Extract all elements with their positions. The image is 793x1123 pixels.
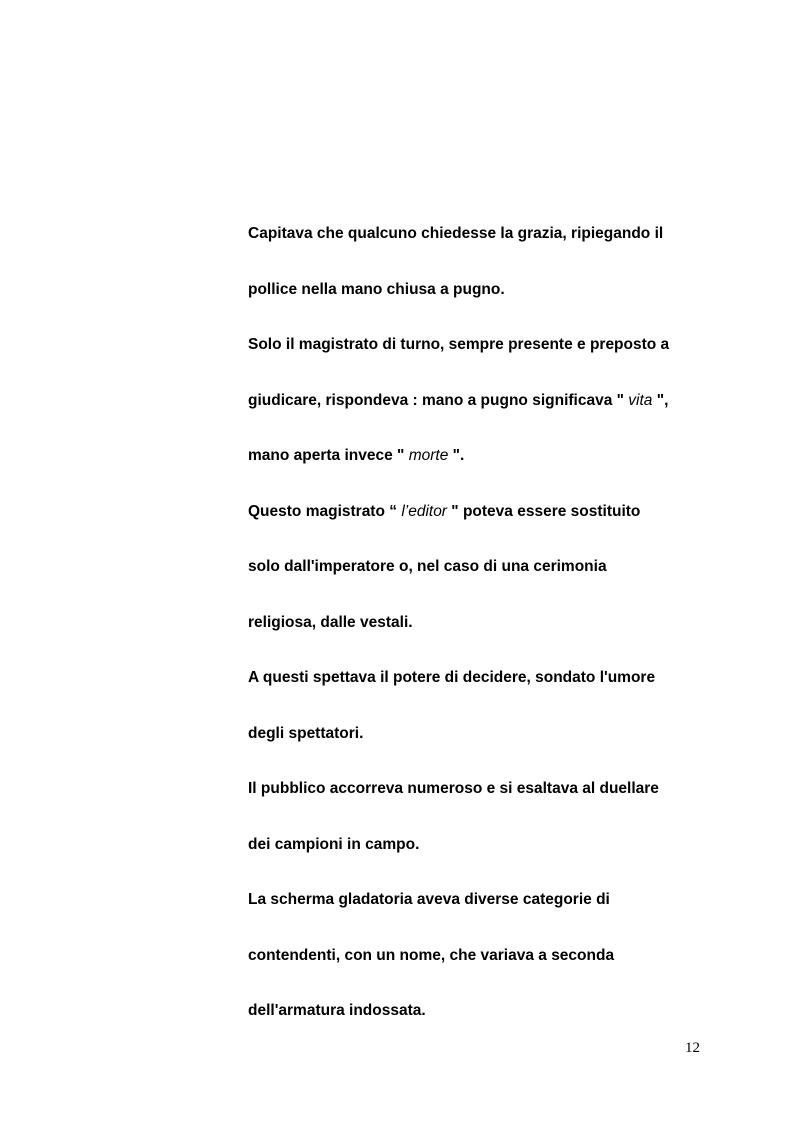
text-segment: ", (652, 391, 669, 409)
text-segment: " poteva essere sostituito (446, 502, 641, 520)
text-line-content: religiosa, dalle vestali. (248, 613, 413, 631)
text-line (248, 278, 692, 334)
text-segment: ". (448, 447, 465, 464)
text-line-content: A questi spettava il potere di decidere, sondato l'umore (248, 669, 656, 686)
text-line (248, 389, 692, 445)
text-line-content: dell'armatura indossata. (248, 1002, 426, 1019)
text-line (248, 611, 692, 667)
text-segment: giudicare, rispondeva : mano a pugno significava " (248, 391, 629, 409)
text-line (248, 666, 692, 722)
text-line (248, 777, 692, 833)
text-line-content: pollice nella mano chiusa a pugno. (248, 280, 505, 298)
text-segment: mano aperta invece " (248, 447, 409, 464)
text-line (248, 222, 692, 278)
text-line (248, 888, 692, 944)
text-line (248, 944, 692, 1000)
page-number: 12 (685, 1040, 700, 1056)
text-line-content: Capitava che qualcuno chiedesse la grazia, ripiegando il (248, 225, 664, 242)
text-line (248, 444, 692, 500)
text-line (248, 555, 692, 611)
body-text (248, 222, 692, 1055)
text-line-content: La scherma gladatoria aveva diverse categorie di (248, 891, 610, 908)
text-line (248, 722, 692, 778)
text-line (248, 333, 692, 389)
text-line-content: solo dall'imperatore o, nel caso di una cerimonia (248, 558, 607, 575)
text-line (248, 833, 692, 889)
text-segment: Questo magistrato “ (248, 502, 402, 520)
text-line (248, 999, 692, 1055)
text-line-content: Il pubblico accorreva numeroso e si esaltava al duellare (248, 780, 659, 797)
text-line (248, 500, 692, 556)
italic-word: vita (628, 391, 653, 409)
italic-word: l’editor (401, 502, 447, 520)
text-line-content: degli spettatori. (248, 724, 364, 742)
text-line-content: Solo il magistrato di turno, sempre presente e preposto a (248, 336, 670, 353)
text-line-content: dei campioni in campo. (248, 835, 420, 853)
italic-word: morte (408, 447, 449, 464)
text-line-content: contendenti, con un nome, che variava a seconda (248, 946, 615, 964)
